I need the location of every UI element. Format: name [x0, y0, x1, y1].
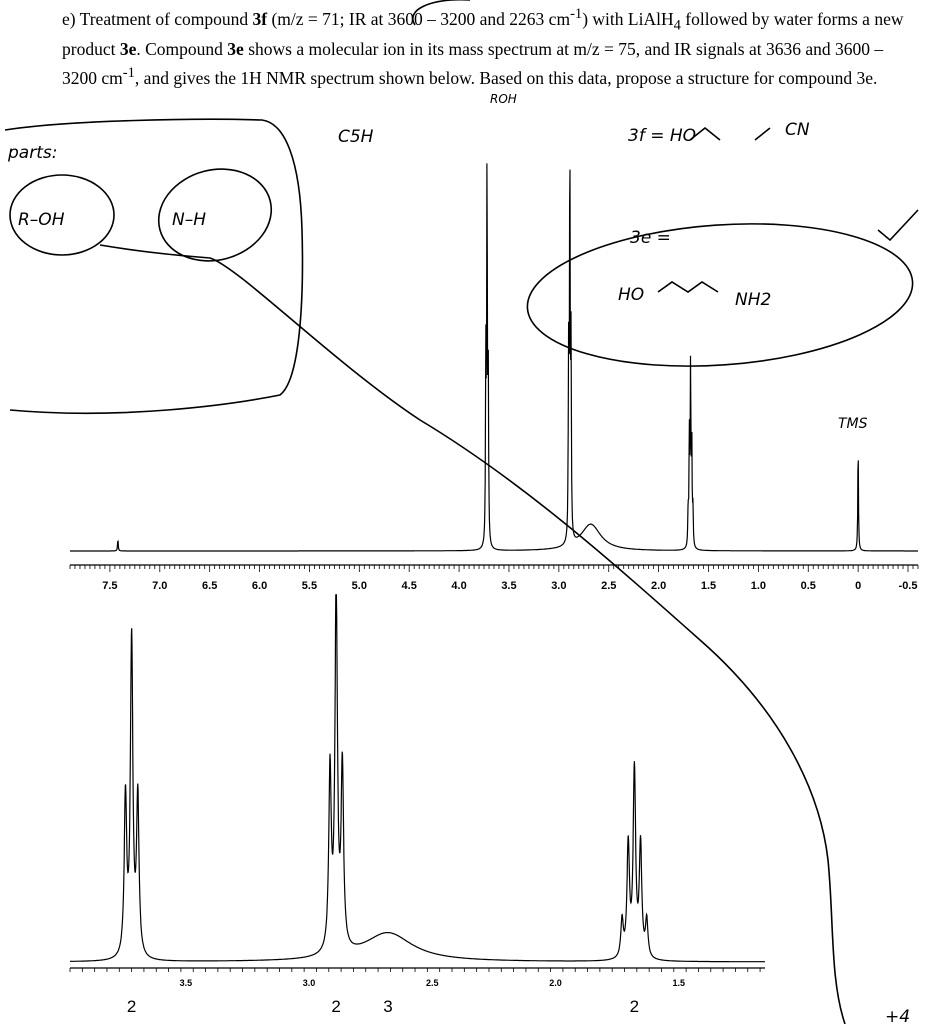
- tick-label: 3.0: [551, 580, 567, 592]
- tms-label: TMS: [838, 416, 868, 432]
- 3e-equation: 3e =: [630, 228, 671, 248]
- tick-label: 2.0: [650, 580, 667, 592]
- tick-label: 3.5: [179, 978, 193, 988]
- tick-label: 3.0: [302, 978, 316, 988]
- integration-label: 3: [383, 997, 393, 1016]
- tick-label: 7.0: [152, 580, 168, 592]
- 3f-equation: 3f = HO: [628, 126, 697, 146]
- check-mark: [878, 210, 918, 240]
- tick-label: 2.5: [426, 978, 439, 988]
- nmr-spectrum-expanded: [70, 595, 765, 1016]
- tick-label: 0: [855, 580, 862, 592]
- integration-labels: [127, 997, 639, 1016]
- tick-label: 5.5: [301, 580, 318, 592]
- tick-label: 6.5: [202, 580, 218, 592]
- tick-label: 2.5: [601, 580, 617, 592]
- nh-label: N–H: [172, 210, 206, 230]
- tick-label: 1.0: [750, 580, 767, 592]
- handwritten-annotations: [5, 0, 918, 1024]
- nh2-label: NH2: [735, 290, 772, 310]
- question-text: e) Treatment of compound 3f (m/z = 71; IR at 3600 – 3200 and 2263 $cm^{-1}$) with LiAlH$_4$ followed by water forms a new product 3e. Compound 3e shows a molecular ion in its mass spectrum at m/z = 75, and IR signals at 3636 and 3600 – 3200 $cm^{-1}$, and gives the 1H NMR spectrum shown below. Based on this data, propose a structure for compound 3e.: [62, 6, 904, 89]
- tick-label: 7.5: [102, 580, 118, 592]
- c5h-label: C5H: [338, 127, 374, 147]
- tick-label: 4.5: [401, 580, 417, 592]
- tick-label: 5.0: [351, 580, 367, 592]
- connector-line: [100, 245, 845, 1024]
- parts-bubble: [5, 119, 302, 413]
- integration-label: 2: [126, 997, 137, 1016]
- tick-label: 1.5: [672, 978, 685, 988]
- tick-label: 4.0: [451, 580, 467, 592]
- tick-labels: [102, 580, 917, 592]
- ho-label: HO: [618, 285, 645, 305]
- handwritten-text: [7, 92, 910, 1024]
- 3e-skeleton: [658, 282, 718, 292]
- tick-marks: [70, 565, 918, 572]
- nh-circle: [148, 157, 281, 273]
- tick-labels: [180, 978, 685, 988]
- answer-circle: [523, 212, 918, 379]
- tick-label: 0.5: [800, 580, 816, 592]
- spectrum-trace: [70, 595, 765, 962]
- parts-label: parts:: [8, 143, 58, 163]
- roh-small-label: ROH: [490, 92, 517, 106]
- integration-label: 2: [331, 997, 341, 1016]
- integration-label: 2: [629, 997, 640, 1016]
- tick-label: 1.5: [700, 580, 717, 592]
- cn-label: CN: [785, 120, 810, 140]
- corner-mark: +4: [885, 1007, 911, 1024]
- tick-label: 3.5: [501, 580, 517, 592]
- roh-arc: [413, 0, 470, 25]
- tick-label: 6.0: [251, 580, 268, 592]
- roh-label: R–OH: [18, 210, 65, 230]
- tick-label: -0.5: [898, 580, 918, 592]
- tick-label: 2.0: [549, 978, 562, 988]
- 3f-skeleton: [690, 128, 770, 140]
